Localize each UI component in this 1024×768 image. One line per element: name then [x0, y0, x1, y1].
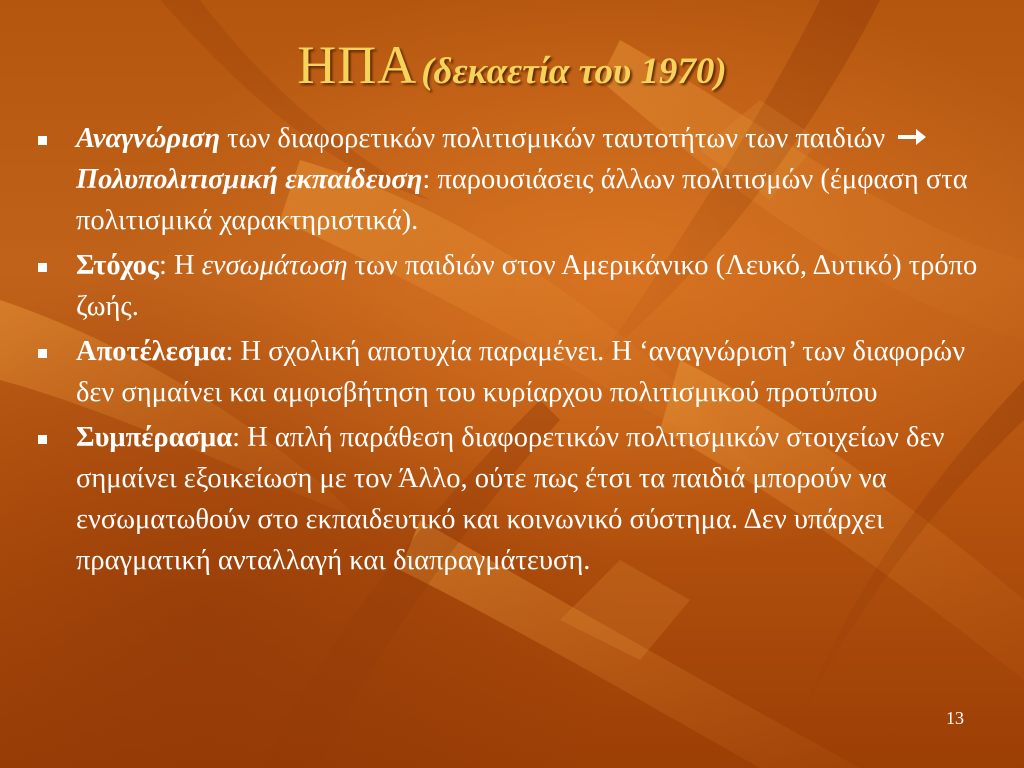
bullet-emphasis-text: Συμπέρασμα — [76, 422, 233, 453]
title-main: ΗΠΑ — [297, 35, 418, 95]
bullet-emphasis-text: Στόχος — [76, 250, 159, 281]
bullet-item — [32, 118, 992, 241]
bullet-text: των παιδιών στον Αμερικάνικο (Λευκό, Δυτικό) τρόπο ζωής. — [76, 250, 978, 322]
right-arrow-icon — [896, 126, 928, 148]
bullet-emphasis-text: Αποτέλεσμα — [76, 336, 226, 367]
bullet-emphasis-text: Πολυπολιτισμική εκπαίδευση — [76, 164, 423, 195]
bullet-list — [32, 118, 992, 585]
bullet-text: : Η απλή παράθεση διαφορετικών πολιτισμικών στοιχείων δεν σημαίνει εξοικείωση με τον Άλλο, ούτε πως έτσι τα παιδιά μπορούν να ενσωματωθούν στο εκπαιδευτικό και κοινωνικό σύστημα. Δεν υπάρχει πραγματική ανταλλαγή και διαπραγμάτευση. — [76, 422, 945, 576]
bullet-text: : Η σχολική αποτυχία παραμένει. Η ‘αναγνώριση’ των διαφορών δεν σημαίνει και αμφισβήτηση του κυρίαρχου πολιτισμικού προτύπου — [76, 336, 966, 408]
bullet-text: : Η — [158, 250, 202, 281]
bullet-text: : παρουσιάσεις άλλων πολιτισμών (έμφαση στα πολιτισμικά χαρακτηριστικά). — [76, 164, 968, 236]
page-number: 13 — [946, 708, 964, 728]
slide-title — [0, 34, 1024, 96]
bullet-item — [32, 245, 992, 327]
square-bullet-icon — [38, 435, 47, 444]
square-bullet-icon — [38, 263, 47, 272]
bullet-item — [32, 331, 992, 413]
bullet-emphasis-text: Αναγνώριση — [76, 123, 221, 154]
bullet-text: των διαφορετικών πολιτισμικών ταυτοτήτων των παιδιών — [220, 123, 893, 154]
square-bullet-icon — [38, 136, 47, 145]
bullet-emphasis-text: ενσωμάτωση — [201, 250, 348, 281]
bullet-item — [32, 417, 992, 581]
square-bullet-icon — [38, 349, 47, 358]
title-subtitle: (δεκαετία του 1970) — [421, 51, 727, 92]
